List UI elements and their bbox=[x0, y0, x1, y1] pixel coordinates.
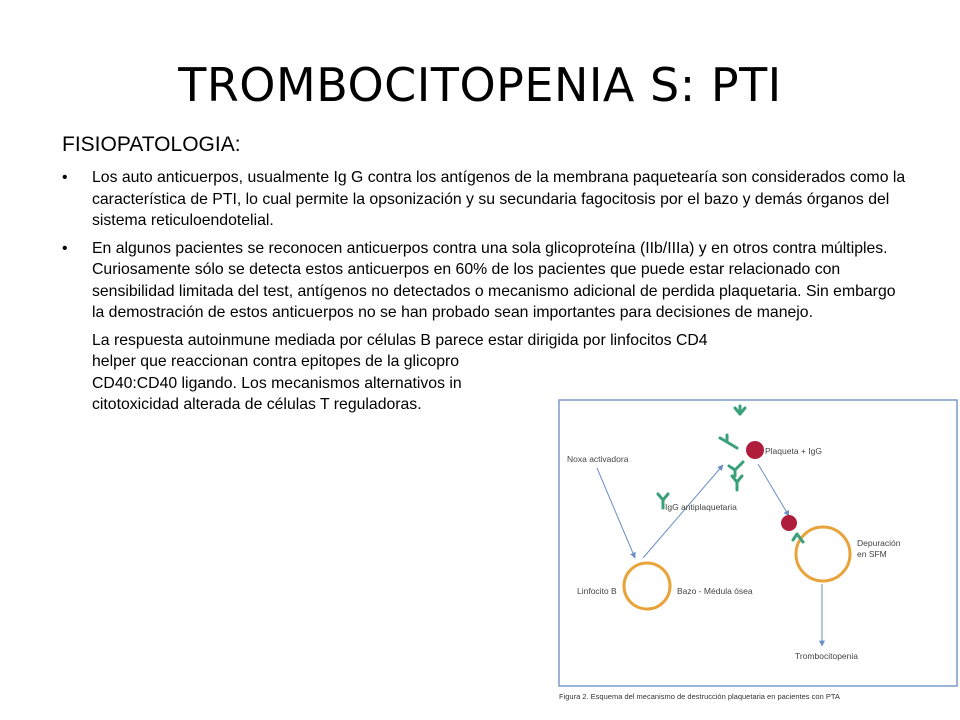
bullet-marker: • bbox=[62, 239, 68, 257]
label-igg: IgG antiplaquetaria bbox=[665, 502, 737, 512]
antibody-icon bbox=[735, 406, 745, 414]
paragraph-line: helper que reaccionan contra epitopes de la glicopro bbox=[92, 353, 460, 370]
label-plaqueta: Plaqueta + IgG bbox=[765, 446, 822, 456]
label-depuracion-1: Depuración bbox=[857, 538, 901, 548]
arrow-noxa-to-linfocito bbox=[597, 468, 635, 558]
figure-caption: Figura 2. Esquema del mecanismo de destrucción plaquetaria en pacientes con PTA bbox=[559, 692, 840, 701]
label-noxa: Noxa activadora bbox=[567, 454, 629, 464]
slide-title: TROMBOCITOPENIA S: PTI bbox=[178, 58, 782, 112]
antibody-icon bbox=[720, 435, 737, 448]
section-subtitle: FISIOPATOLOGIA: bbox=[62, 133, 241, 156]
arrow-plaqueta-to-depuracion bbox=[758, 464, 789, 516]
antibody-icon bbox=[729, 462, 743, 476]
label-trombocitopenia: Trombocitopenia bbox=[795, 651, 858, 661]
mechanism-figure bbox=[555, 398, 960, 720]
bullet-text: Los auto anticuerpos, usualmente Ig G contra los antígenos de la membrana paqueteаría son considerados como la característica de PTI, lo cual permite la opsonización y su secundaria fagocitosis por el bazo y demás órganos del sistema reticuloendotelial. bbox=[92, 169, 906, 229]
bullet-item bbox=[62, 238, 912, 324]
platelet bbox=[781, 515, 797, 531]
bullet-list bbox=[62, 167, 912, 416]
sfm-macrophage-cell bbox=[796, 527, 850, 581]
antibody-icon bbox=[732, 476, 742, 490]
label-depuracion-2: en SFM bbox=[857, 549, 887, 559]
bullet-text: En algunos pacientes se reconocen anticuerpos contra una sola glicoproteína (IIb/IIIa) y en otros contra múltiples. Curiosamente sólo se detecta estos anticuerpos en 60% de los pacientes que puede estar relacionado con sensibilidad limitada del test, antígenos no detectados o mecanismo adicional de perdida plaquetaria. Sin embargo la demostración de estos anticuerpos no se han probado sean importantes para decisiones de manejo. bbox=[92, 239, 896, 321]
mechanism-diagram bbox=[555, 398, 960, 720]
paragraph-line: CD40:CD40 ligando. Los mecanismos alternativos in bbox=[92, 374, 462, 392]
bullet-marker: • bbox=[62, 169, 68, 186]
linfocito-b-cell bbox=[624, 563, 670, 609]
label-linfocito: Linfocito B bbox=[577, 586, 617, 596]
paragraph-line: citotoxicidad alterada de células T reguladoras. bbox=[92, 396, 422, 413]
platelet bbox=[746, 441, 764, 459]
bullet-item bbox=[62, 167, 912, 232]
label-bazo: Bazo - Médula ósea bbox=[677, 586, 753, 596]
paragraph-line: La respuesta autoinmune mediada por células B parece estar dirigida por linfocitos CD4 bbox=[92, 331, 708, 349]
